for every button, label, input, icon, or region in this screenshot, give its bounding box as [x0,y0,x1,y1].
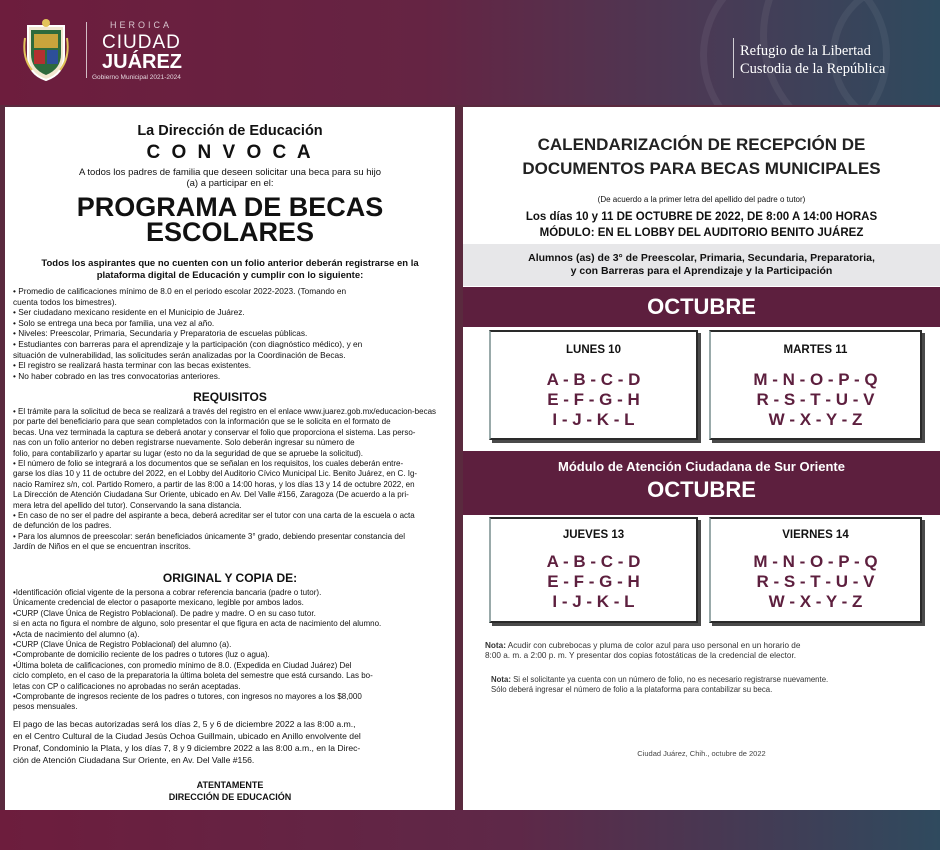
requirements-list: • Promedio de calificaciones mínimo de 8.0 en el periodo escolar 2022-2023. (Tomando en cuenta todos los bimestres). • Ser ciudadano mexicano residente en el Municipio de Juárez. • Solo se entrega una beca por familia, una vez al año. • Niveles: Preescolar, Primaria, Secundaria y Preparatoria de escuelas públicas. • Estudiantes con barreras para el aprendizaje y la participación (con diagnóstico médico), y en situación de vulnerabilidad, las solicitudes serán analizadas por la Coordinación de Becas. • El registro se realizará hasta terminar con las becas existentes. • No haber cobrado en las tres convocatorias anteriores. [13,286,363,381]
motto-divider [733,38,734,78]
motto-line-2: Custodia de la República [740,61,886,77]
nota-2 [491,675,936,695]
city-coat-of-arms-icon [22,18,70,82]
month-band-2: OCTUBRE [647,477,756,502]
logo-ciudad: CIUDAD [102,32,181,53]
logo-divider [86,22,87,78]
logo-gobierno-municipal: Gobierno Municipal 2021-2024 [92,74,181,81]
calendar-title-line1: CALENDARIZACIÓN DE RECEPCIÓN DE [537,135,866,154]
heading-direccion: La Dirección de Educación [137,123,323,139]
day-label: LUNES 10 [566,344,621,356]
letter-ranges: A - B - C - D E - F - G - H I - J - K - L [546,552,641,611]
place-date: Ciudad Juárez, Chih., octubre de 2022 [637,749,766,758]
reception-module: MÓDULO: EN EL LOBBY DEL AUDITORIO BENITO JUÁREZ [539,227,864,239]
header-banner [0,0,940,105]
signature-direccion: DIRECCIÓN DE EDUCACIÓN [168,792,292,802]
program-title-line2: ESCOLARES [145,217,315,247]
motto-line-1: Refugio de la Libertad [740,43,871,59]
day-label: MARTES 11 [783,344,848,356]
students-banner: Alumnos (as) de 3° de Preescolar, Primaria, Secundaria, Preparatoria, y con Barreras para el Aprendizaje y la Participación [463,244,940,286]
program-title-line1: PROGRAMA DE BECAS [76,192,384,222]
letter-ranges: M - N - O - P - Q R - S - T - U - V W - X - Y - Z [753,552,878,611]
convocatoria-panel [5,107,455,810]
requisitos-heading: REQUISITOS [193,390,267,404]
reception-dates: Los días 10 y 11 DE OCTUBRE DE 2022, DE 8:00 A 14:00 HORAS [525,211,878,223]
module-2-title: Módulo de Atención Ciudadana de Sur Oriente [558,459,845,474]
original-copia-list: •Identificación oficial vigente de la persona a cobrar referencia bancaria (padre o tutor). Únicamente credencial de elector o pasaporte mexicano, legible por ambos lados. •CURP (Clave Única de Registro Poblacional). De padre y madre. O en su caso tutor. si en acta no figura el nombre de alguno, solo presentar el que figura en acta de nacimiento del alumno. •Acta de nacimiento del alumno (a). •CURP (Clave Única de Registro Poblacional) del alumno (a). •Comprobante de domicilio reciente de los padres o tutores (luz o agua). •Última boleta de calificaciones, con promedio mínimo de 8.0. (Expedida en Ciudad Juárez) Del ciclo completo, en el caso de la preparatoria la última boleta del semestre que está cursando. Las bo- letas con CP o calificaciones no aprobadas no serán aceptadas. •Comprobante de ingresos reciente de los padres o tutores, con ingresos no mayores a los $8,000 pesos mensuales. [13,588,382,712]
logo-juarez: JUÁREZ [102,51,183,73]
calendar-panel [463,107,940,810]
calendar-title-line2: DOCUMENTOS PARA BECAS MUNICIPALES [522,159,881,178]
requisitos-text: • El trámite para la solicitud de beca se realizará a través del registro en el enlace www.juarez.gob.mx/educacion-becas por parte del beneficiario para que sean completados con la información que se le solicita en el formato de becas. Una vez terminada la captura se deberá anotar y conservar el folio que proporciona el sistema. Las perso- nas con un folio anterior no deben registrarse nuevamente. Solo deberán ingresar su número de folio, para contabilizarlo y apartar su lugar (esto no da la seguridad de que se apruebe la solicitud). • El número de folio se integrará a los documentos que se señalan en los requisitos, los cuales deberán entre- garse los días 10 y 11 de octubre del 2022, en el Lobby del Auditorio Cívico Municipal Lic. Benito Juárez, en C. Ig- nacio Ramírez s/n, col. Partido Romero, a partir de las 8:00 a 14:00 horas, y los días 13 y 14 de octubre 2022, en La Dirección de Atención Ciudadana Sur Oriente, ubicado en Av. Del Valle #156, Zaragoza (De acuerdo a la pri- mera letra del apellido del tutor). Conservando la sana distancia. • En caso de no ser el padre del aspirante a beca, deberá acreditar ser el tutor con una carta de la escuela o acta de defunción de los padres. • Para los alumnos de preescolar: serán beneficiados únicamente 3° grado, debiendo presentar constancia del Jardín de Niños en el que se encuentran inscritos. [13,407,437,552]
calendar-box-jueves-13 [489,517,698,623]
month-band-1: OCTUBRE [463,287,940,327]
convoca-title: C O N V O C A [146,142,314,163]
calendar-box-viernes-14 [709,517,922,623]
calendar-box-martes-11 [709,330,922,440]
intro-text: A todos los padres de familia que deseen solicitar una beca para su hijo (a) a participar en el: [78,167,382,189]
logo-heroica: HEROICA [110,20,173,30]
nota-2-label: Nota: [491,675,511,684]
original-copia-heading: ORIGINAL Y COPIA DE: [162,571,298,585]
day-label: JUEVES 13 [562,529,625,541]
nota-1-text: Acudir con cubrebocas y pluma de color azul para uso personal en un horario de 8:00 a. m. a 2:00 p. m. Y presentar dos copias fotostáticas de la credencial de elector. [485,641,801,660]
nota-2-text: Si el solicitante ya cuenta con un número de folio, no es necesario registrarse nuevamente. Sólo deberá ingresar el número de folio a la plataforma para contabilizar su beca. [491,675,829,694]
module-band-2 [463,451,940,515]
letter-ranges: A - B - C - D E - F - G - H I - J - K - L [546,370,641,429]
calendar-subtitle: (De acuerdo a la primer letra del apellido del padre o tutor) [597,195,806,204]
day-label: VIERNES 14 [782,529,849,541]
nota-1-label: Nota: [485,641,506,650]
letter-ranges: M - N - O - P - Q R - S - T - U - V W - X - Y - Z [753,370,878,429]
payment-info: El pago de las becas autorizadas será los días 2, 5 y 6 de diciembre 2022 a las 8:00 a.m., en el Centro Cultural de la Ciudad Jesús Ochoa Guillmain, ubicado en Anillo envolvente del Pronaf, Condominio la Plata, y los días 7, 8 y 9 diciembre 2022 a las 8:00 a.m., en la Direc- ción de Atención Ciudadana Sur Oriente, en Av. Del Valle #156. [13,719,361,765]
signature-atentamente: ATENTAMENTE [196,780,264,790]
footer-banner [0,810,940,850]
calendar-box-lunes-10 [489,330,698,440]
nota-1 [485,641,935,661]
requirements-intro: Todos los aspirantes que no cuenten con un folio anterior deberán registrarse en la plataforma digital de Educación y cumplir con lo siguiente: [41,258,419,281]
